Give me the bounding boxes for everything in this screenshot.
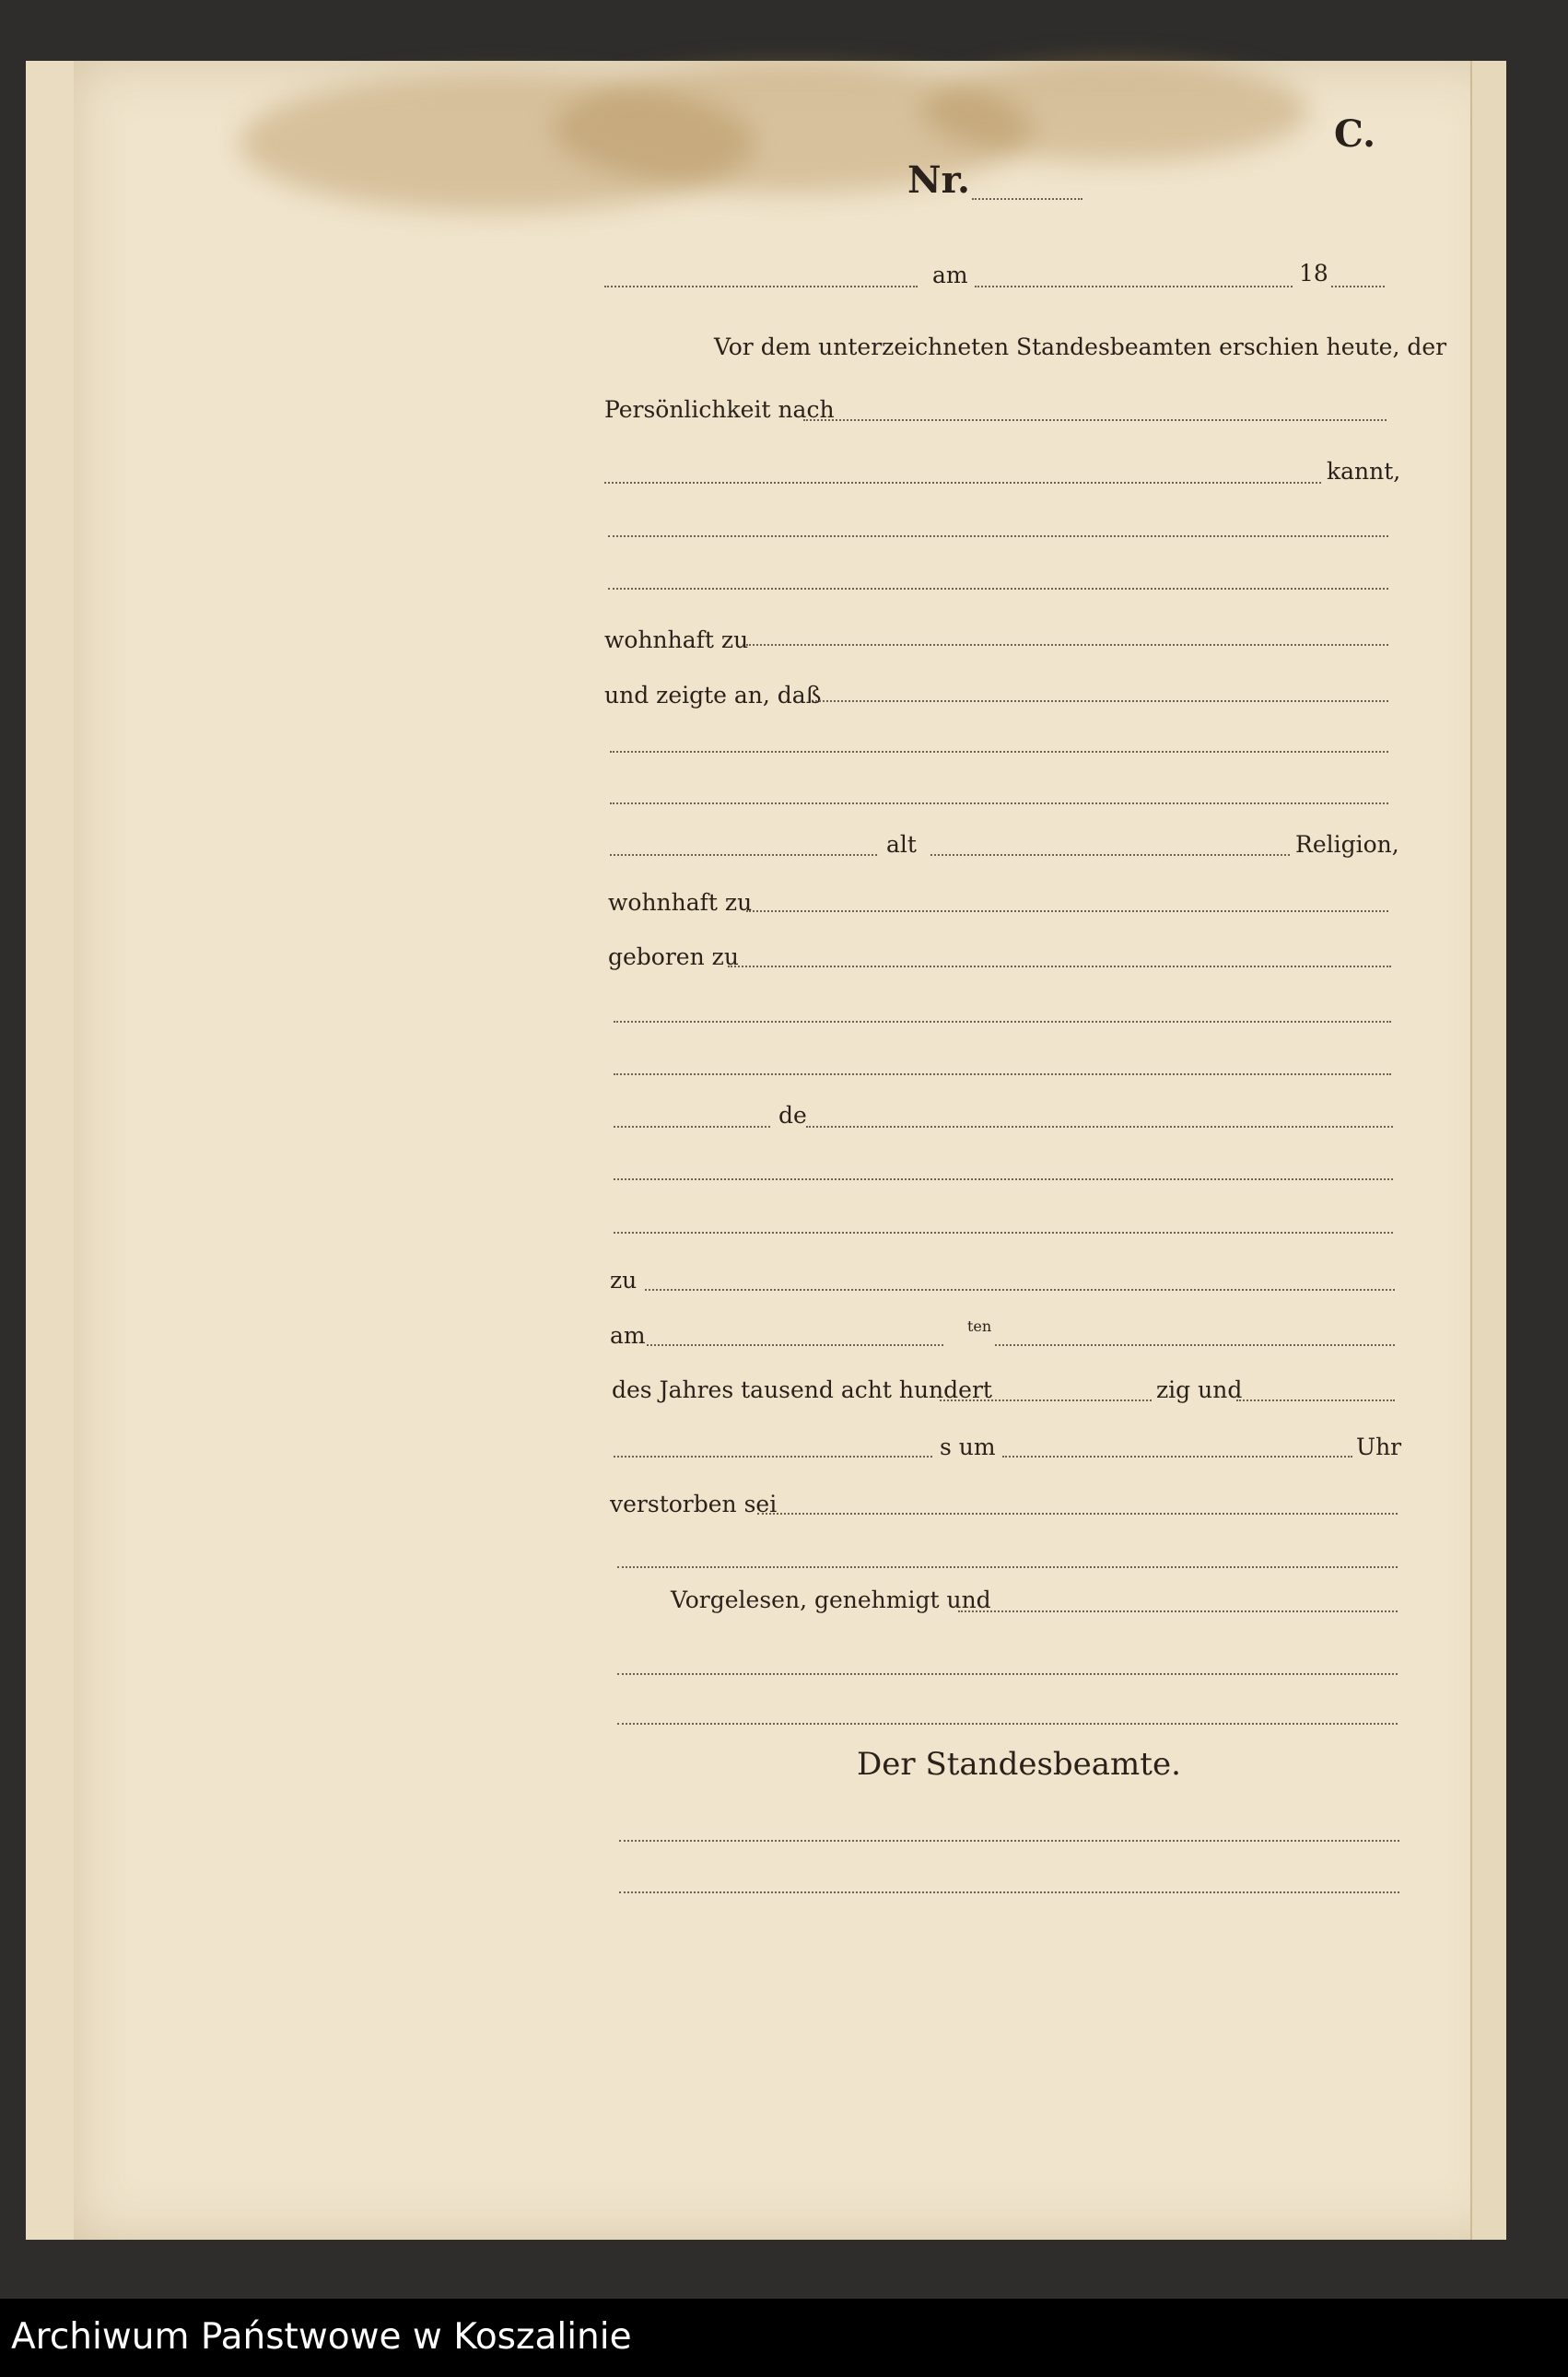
standesbeamte-label: Der Standesbeamte. [857, 1746, 1181, 1783]
blank-line [617, 1566, 1398, 1568]
und-zeigte-label: und zeigte an, daß [604, 682, 822, 708]
blank-line [610, 802, 1388, 804]
month-line [995, 1344, 1395, 1346]
water-stain [921, 61, 1308, 162]
religion-line [930, 854, 1290, 856]
blank-line [614, 1073, 1391, 1075]
date-place-line [604, 286, 918, 287]
blank-line [608, 535, 1388, 537]
de-label: de [778, 1102, 807, 1129]
blank-line [608, 588, 1388, 590]
blank-line [614, 1232, 1393, 1234]
verstorben-label: verstorben sei [610, 1491, 778, 1517]
jahr-line [940, 1399, 1152, 1401]
religion-label: Religion, [1295, 831, 1399, 858]
nr-label: Nr. [907, 158, 970, 202]
geboren-line [728, 966, 1391, 967]
uhr-label: Uhr [1356, 1434, 1402, 1460]
de-left-line [614, 1126, 770, 1128]
wohnhaft-line-2 [746, 910, 1388, 912]
time-line [1002, 1456, 1352, 1458]
wohnhaft-line-1 [746, 644, 1388, 646]
archive-name: Archiwum Państwowe w Koszalinie [11, 2316, 632, 2358]
des-jahres-label: des Jahres tausend acht hundert [612, 1376, 992, 1403]
page-fold-edge [1470, 61, 1506, 2240]
persoenlichkeit-label: Persönlichkeit nach [604, 396, 835, 423]
blank-line [617, 1673, 1398, 1675]
nr-line [972, 198, 1082, 200]
kannt-label: kannt, [1327, 458, 1401, 485]
zig-line [1236, 1399, 1395, 1401]
facing-page-edge [26, 61, 76, 2240]
persoenlichkeit-line [803, 419, 1387, 421]
zig-und-label: zig und [1156, 1376, 1243, 1403]
zu-label: zu [610, 1267, 638, 1294]
signature-line [619, 1891, 1399, 1893]
corner-letter: C. [1334, 112, 1376, 156]
am-label-2: am [610, 1322, 646, 1349]
intro-text: Vor dem unterzeichneten Standesbeamten erschien heute, der [714, 334, 1447, 360]
ten-label: ten [967, 1317, 992, 1335]
und-zeigte-line [815, 700, 1388, 702]
geboren-label: geboren zu [608, 943, 739, 970]
de-right-line [806, 1126, 1393, 1128]
am-line-2 [647, 1344, 943, 1346]
s-um-label: s um [940, 1434, 996, 1460]
date-line [975, 286, 1293, 287]
alt-label: alt [886, 831, 917, 858]
vorgelesen-line [958, 1610, 1398, 1612]
am-label: am [932, 262, 968, 288]
blank-line [617, 1723, 1398, 1725]
year-prefix: 18 [1299, 260, 1328, 287]
wohnhaft-label-2: wohnhaft zu [608, 889, 753, 916]
time-left-line [614, 1456, 932, 1458]
age-line [610, 854, 877, 856]
blank-line [610, 751, 1388, 753]
zu-line [645, 1289, 1395, 1291]
verstorben-line [757, 1513, 1398, 1515]
signature-line [619, 1840, 1399, 1842]
blank-line [614, 1178, 1393, 1180]
vorgelesen-label: Vorgelesen, genehmigt und [671, 1587, 991, 1613]
bekannt-line [604, 482, 1321, 484]
blank-line [614, 1021, 1391, 1023]
wohnhaft-label-1: wohnhaft zu [604, 626, 749, 653]
year-line [1331, 286, 1385, 287]
document-page [74, 61, 1504, 2240]
